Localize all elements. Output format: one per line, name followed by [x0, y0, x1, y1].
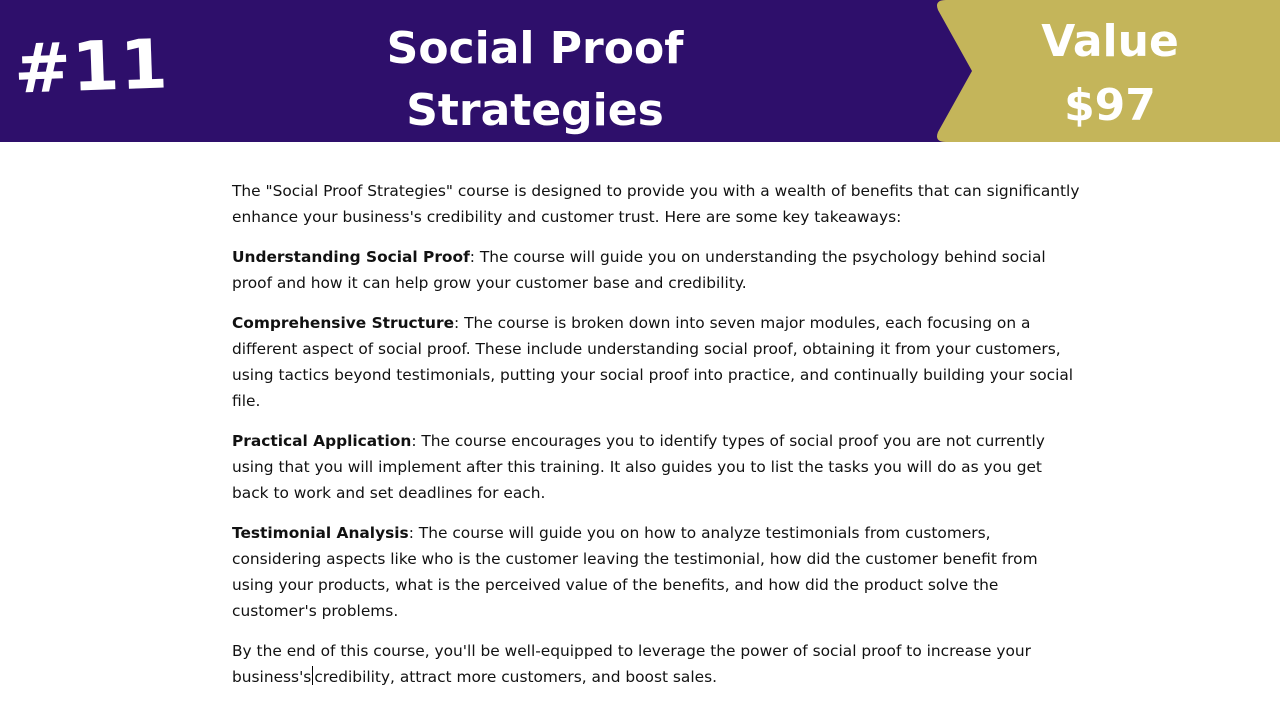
- takeaway-term: Understanding Social Proof: [232, 248, 470, 266]
- module-number: #11: [12, 25, 170, 110]
- value-badge: [1000, 10, 1220, 138]
- takeaway-text: : The course will guide you on understanding the psychology behind social proof and how it can help grow your customer base and credibility.: [232, 248, 1046, 292]
- takeaway-term: Comprehensive Structure: [232, 314, 455, 332]
- takeaway-text: : The course is broken down into seven major modules, each focusing on a different aspect of social proof. These include understanding social proof, obtaining it from your customers, using tactics beyond testimonials, putting your social proof into practice, and continually building your social file.: [232, 314, 1074, 410]
- intro-paragraph: The "Social Proof Strategies" course is designed to provide you with a wealth of benefits that can significantly enhance your business's credibility and customer trust. Here are some key takeaways:: [232, 182, 1080, 226]
- page-title: [345, 18, 725, 142]
- title-line-1: Social Proof: [386, 23, 684, 74]
- takeaway-paragraph: [232, 310, 1082, 414]
- value-price: $97: [1064, 80, 1156, 131]
- closing-text-start: By the end of this course, you'll be well-equipped to leverage the power of social proof to increase your business's: [232, 642, 1031, 686]
- value-label: Value: [1041, 16, 1179, 67]
- document-body[interactable]: [232, 178, 1082, 704]
- closing-paragraph: [232, 638, 1082, 690]
- takeaway-paragraph: [232, 428, 1082, 506]
- takeaway-text: : The course encourages you to identify types of social proof you are not currently using that you will implement after this training. It also guides you to list the tasks you will do as you get back to work and set deadlines for each.: [232, 432, 1045, 502]
- closing-text-end: credibility, attract more customers, and boost sales.: [314, 668, 718, 686]
- takeaway-text: : The course will guide you on how to analyze testimonials from customers, considering aspects like who is the customer leaving the testimonial, how did the customer benefit from using your products, what is the perceived value of the benefits, and how did the product solve the customer's problems.: [232, 524, 1038, 620]
- takeaway-term: Practical Application: [232, 432, 412, 450]
- takeaway-term: Testimonial Analysis: [232, 524, 409, 542]
- takeaway-paragraph: [232, 244, 1082, 296]
- takeaway-paragraph: [232, 520, 1082, 624]
- title-line-2: Strategies: [406, 85, 664, 136]
